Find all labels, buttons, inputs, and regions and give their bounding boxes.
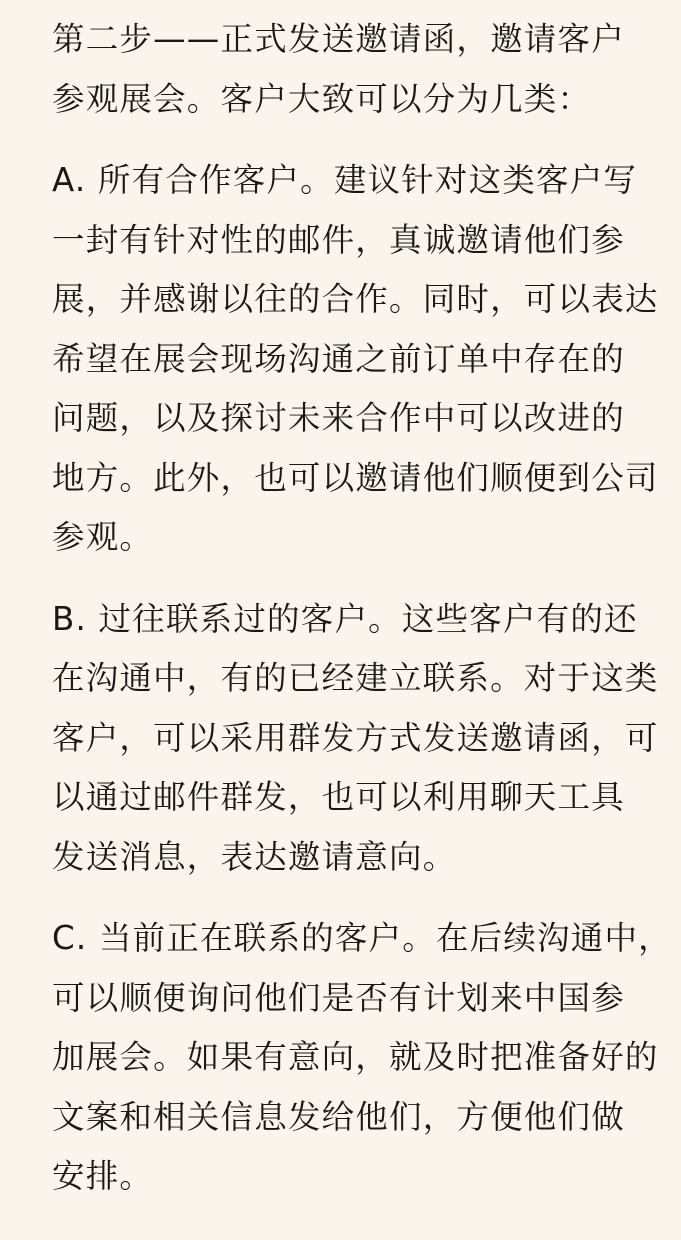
text-line: 问题，以及探讨未来合作中可以改进的: [52, 399, 625, 437]
text-line: 参观展会。客户大致可以分为几类：: [52, 79, 592, 118]
paragraph-gap: [52, 568, 647, 590]
text-line: 加展会。如果有意向，就及时把准备好的: [52, 1038, 659, 1076]
text-line: 可以顺便询问他们是否有计划来中国参: [52, 978, 625, 1017]
paragraph-gap: [52, 129, 647, 151]
text-line: B. 过往联系过的客户。这些客户有的还: [52, 599, 638, 638]
text-line: 以通过邮件群发，也可以利用聊天工具: [52, 778, 625, 816]
text-line: 客户，可以采用群发方式发送邀请函，可: [52, 718, 659, 757]
paragraph-intro: [52, 10, 647, 129]
text-line: 安排。: [52, 1157, 154, 1195]
text-line: 参观。: [52, 518, 154, 556]
paragraph-category-b: [52, 590, 659, 888]
paragraph-category-a: [52, 151, 659, 568]
text-line: C. 当前正在联系的客户。在后续沟通中，: [52, 919, 672, 957]
text-line: 发送消息，表达邀请意向。: [52, 837, 457, 876]
paragraph-gap: [52, 887, 647, 909]
text-line: 在沟通中，有的已经建立联系。对于这类: [52, 659, 659, 697]
text-line: A. 所有合作客户。建议针对这类客户写: [52, 161, 638, 199]
paragraph-category-c: [52, 909, 672, 1207]
text-line: 地方。此外，也可以邀请他们顺便到公司: [52, 458, 659, 497]
text-line: 展，并感谢以往的合作。同时，可以表达: [52, 280, 659, 318]
text-line: 希望在展会现场沟通之前订单中存在的: [52, 339, 625, 378]
text-line: 文案和相关信息发给他们，方便他们做: [52, 1097, 625, 1136]
text-line: 第二步——正式发送邀请函，邀请客户: [52, 20, 625, 58]
text-line: 一封有针对性的邮件，真诚邀请他们参: [52, 220, 625, 259]
